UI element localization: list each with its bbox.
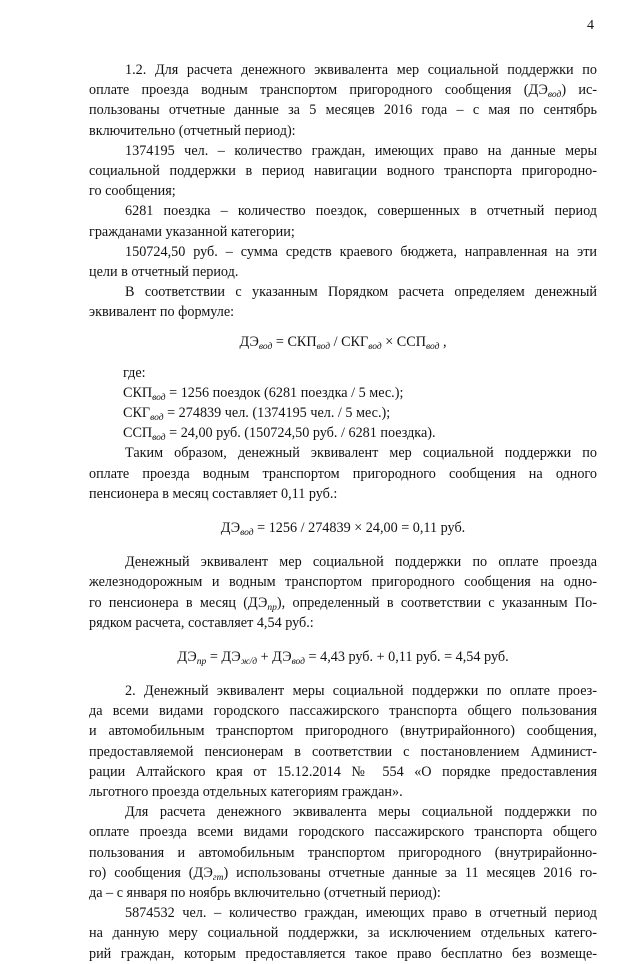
- text-line: го пенсионера в месяц $(ДЭ_{пр})$, определенный в соответствии с указанным По-: [89, 594, 597, 613]
- paragraph-budget: [89, 242, 597, 282]
- text-line: 2. Денежный эквивалент меры социальной поддержки по оплате проез-: [125, 683, 597, 700]
- text-line: 6281 поездка – количество поездок, совершенных в отчетный период: [125, 203, 597, 220]
- definition-ssp: $ССП_{вод} = 24,00$ руб. (150724,50 руб. / 6281 поездка).: [123, 425, 436, 444]
- text-line: предоставляемой пенсионерам в соответствии с постановлением Админист-: [89, 743, 597, 760]
- text-line: на данную меру социальной поддержки, за исключением отдельных катего-: [89, 925, 597, 942]
- text-line: Денежный эквивалент мер социальной поддержки по оплате проезда: [125, 554, 597, 571]
- formula-water-result: $ДЭ_{вод} = 1256 / 274839 \times 24,00 = 0,11$ руб.: [220, 519, 466, 538]
- text-line: Для расчета денежного эквивалента меры социальной поддержки по: [125, 804, 597, 821]
- text-line: оплате проезда всеми видами городского пассажирского транспорта общего: [89, 824, 597, 841]
- text-line: железнодорожным и водным транспортом пригородного сообщения на одно-: [89, 574, 597, 591]
- text-line: 150724,50 руб. – сумма средств краевого бюджета, направленная на эти: [125, 243, 597, 260]
- paragraph-urban-citizens: [89, 903, 597, 964]
- text-line: оплате проезда водным транспортом пригородного сообщения $(ДЭ_{вод})$ ис-: [89, 82, 597, 101]
- paragraph-formula-intro: [89, 282, 597, 322]
- text-line: пользованы отчетные данные за 5 месяцев 2016 года – с мая по сентябрь: [89, 102, 597, 119]
- text-line: да – с января по ноябрь включительно (отчетный период):: [89, 884, 441, 901]
- where-label: где:: [123, 364, 146, 381]
- paragraph-combined-equivalent: [89, 552, 597, 633]
- text-line: го) сообщения $(ДЭ_{гт})$ использованы отчетные данные за 11 месяцев 2016 го-: [89, 864, 597, 883]
- text-line: В соответствии с указанным Порядком расчета определяем денежный: [125, 284, 597, 301]
- paragraph-result-water: [89, 443, 597, 504]
- formula-combined-result: $ДЭ_{пр} = ДЭ_{ж/д} + ДЭ_{вод} = 4,43$ руб. + 0,11 руб. = 4,54 руб.: [177, 648, 509, 667]
- definition-skg: $СКГ_{вод} = 274839$ чел. (1374195 чел. / 5 мес.);: [123, 405, 391, 423]
- formula-water-equivalent: $ДЭ_{вод} = СКП_{вод} / СКГ_{вод} \times ССП_{вод}$ ,: [239, 334, 447, 353]
- text-line: оплате проезда водным транспортом пригородного сообщения на одного: [89, 465, 597, 482]
- text-line: включительно (отчетный период):: [89, 122, 296, 139]
- text-line: 1.2. Для расчета денежного эквивалента мер социальной поддержки по: [125, 62, 597, 78]
- text-line: и автомобильным транспортом пригородного (внутрирайонного) сообщения,: [89, 723, 597, 740]
- text-line: 5874532 чел. – количество граждан, имеющих право в отчетный период: [125, 905, 597, 922]
- paragraph-urban-transport: [89, 802, 597, 903]
- paragraph-section-2: [89, 681, 597, 802]
- text-line: льготного проезда отдельных категориям граждан».: [89, 784, 403, 800]
- paragraph-citizens: [89, 141, 597, 202]
- page-number: 4: [587, 18, 594, 33]
- text-line: го сообщения;: [89, 183, 176, 200]
- text-line: гражданами указанной категории;: [89, 223, 295, 240]
- text-line: Таким образом, денежный эквивалент мер социальной поддержки по: [125, 445, 597, 462]
- text-line: рации Алтайского края от 15.12.2014 № 554 «О порядке предоставления: [89, 763, 597, 780]
- text-line: пользования и автомобильным транспортом пригородного (внутрирайонно-: [89, 844, 597, 861]
- text-line: пенсионера в месяц составляет 0,11 руб.:: [89, 485, 338, 502]
- text-line: рядком расчета, составляет 4,54 руб.:: [89, 614, 314, 631]
- text-line: цели в отчетный период.: [89, 263, 239, 280]
- paragraph-1-2: [89, 60, 597, 141]
- text-line: да всеми видами городского пассажирского транспорта общего пользования: [89, 703, 597, 720]
- text-line: эквивалент по формуле:: [89, 304, 235, 321]
- document-body: [89, 60, 597, 964]
- text-line: 1374195 чел. – количество граждан, имеющих право на данные меры: [125, 142, 597, 159]
- paragraph-trips: [89, 201, 597, 241]
- text-line: рий граждан, которым предоставляется такое право бесплатно без возмеще-: [89, 945, 597, 962]
- text-line: социальной поддержки в период навигации водного транспорта пригородно-: [89, 162, 597, 179]
- definition-skp: $СКП_{вод} = 1256$ поездок (6281 поездка / 5 мес.);: [123, 384, 404, 403]
